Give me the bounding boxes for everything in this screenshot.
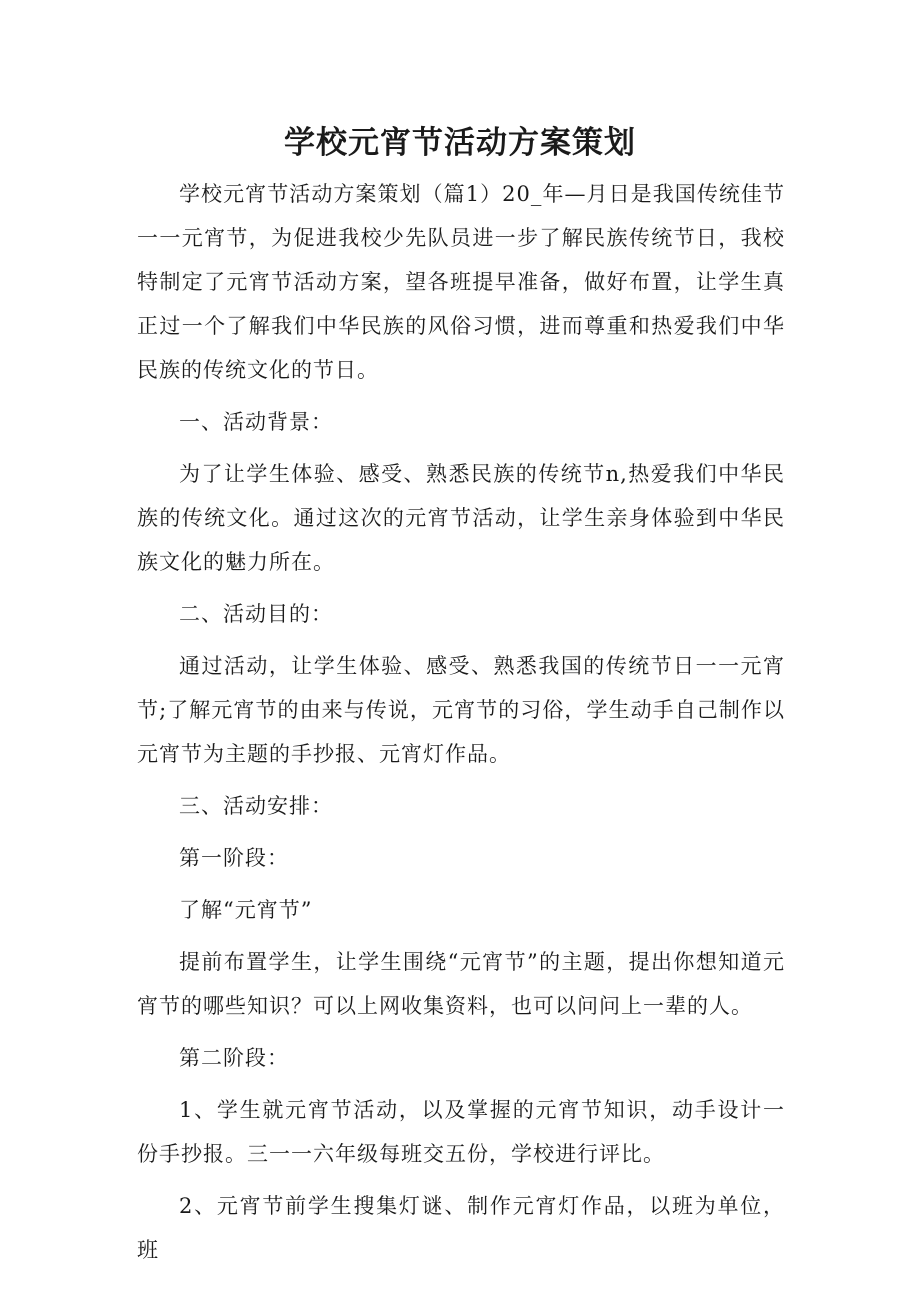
stage-one-heading: 第一阶段： [179, 846, 289, 870]
stage-one-paragraph: 提前布置学生，让学生围绕“元宵节”的主题，提出你想知道元宵节的哪些知识？可以上网收集资料，也可以问问上一辈的人。 [137, 950, 785, 1018]
stage-one-subtitle: 了解“元宵节” [179, 898, 313, 922]
purpose-paragraph: 通过活动，让学生体验、感受、熟悉我国的传统节日一一元宵节;了解元宵节的由来与传说，元宵节的习俗，学生动手自己制作以元宵节为主题的手抄报、元宵灯作品。 [137, 654, 785, 766]
intro-paragraph: 学校元宵节活动方案策划（篇1）20_年—月日是我国传统佳节一一元宵节，为促进我校少先队员进一步了解民族传统节日，我校特制定了元宵节活动方案，望各班提早准备，做好布置，让学生真正过一个了解我们中华民族的风俗习惯，进而尊重和热爱我们中华民族的传统文化的节日。 [137, 182, 785, 382]
document-title: 学校元宵节活动方案策划 [284, 125, 636, 161]
section-heading-background: 一、活动背景： [179, 410, 333, 434]
stage-two-item-1: 1、学生就元宵节活动，以及掌握的元宵节知识，动手设计一份手抄报。三一一六年级每班交五份，学校进行评比。 [137, 1098, 785, 1166]
section-heading-arrangement: 三、活动安排： [179, 794, 333, 818]
stage-two-item-2: 2、元宵节前学生搜集灯谜、制作元宵灯作品，以班为单位，班 [137, 1194, 785, 1262]
section-heading-purpose: 二、活动目的： [179, 602, 333, 626]
background-paragraph: 为了让学生体验、感受、熟悉民族的传统节n,热爱我们中华民族的传统文化。通过这次的元宵节活动，让学生亲身体验到中华民族文化的魅力所在。 [137, 462, 785, 574]
stage-two-heading: 第二阶段： [179, 1046, 289, 1070]
document-body [137, 172, 785, 1280]
